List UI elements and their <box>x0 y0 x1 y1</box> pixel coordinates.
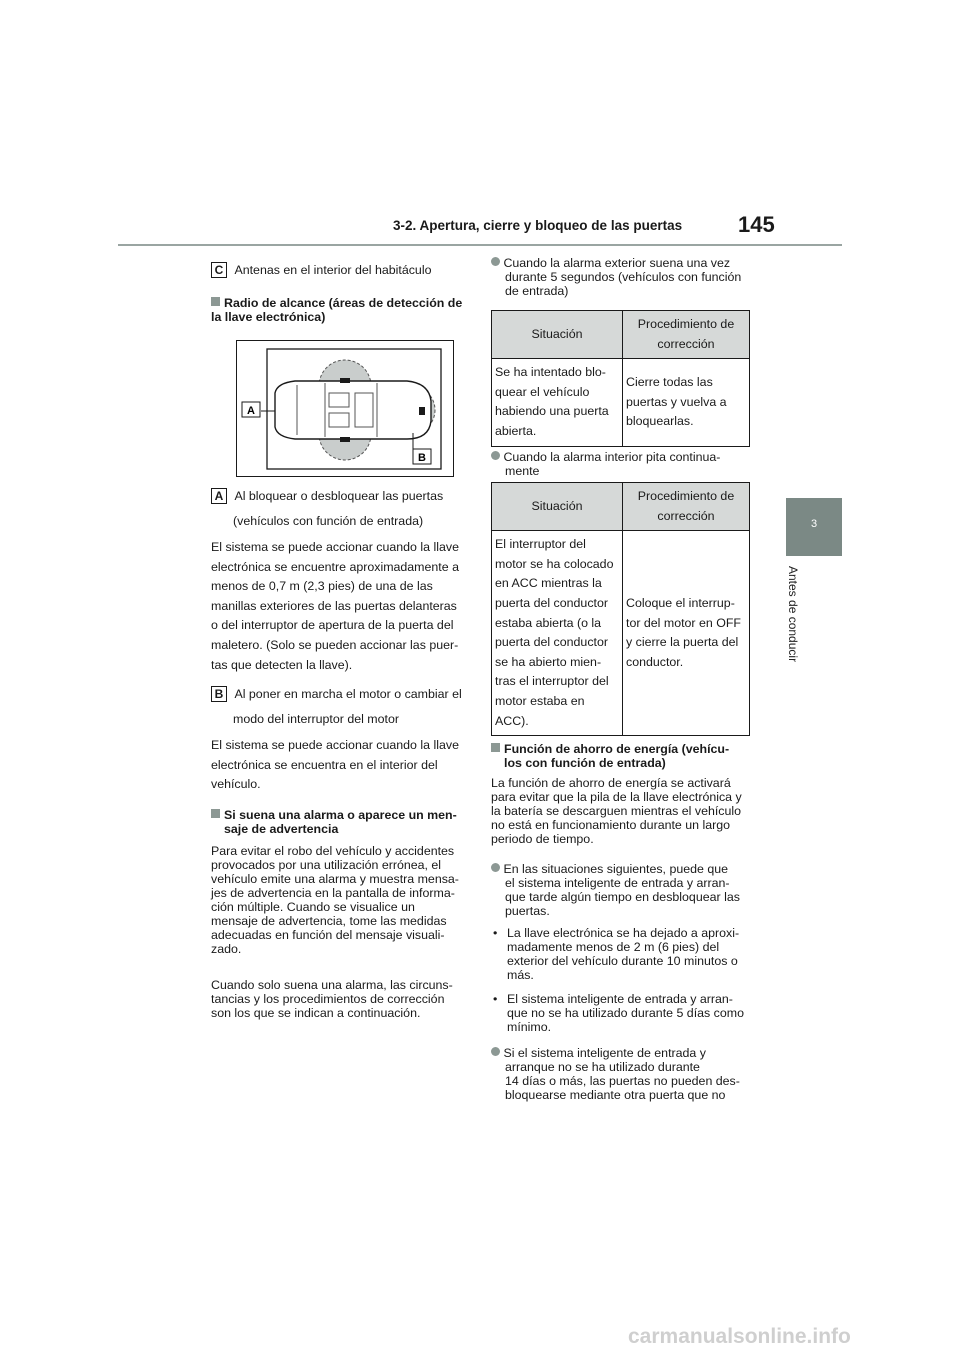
heading-energy-saving: Función de ahorro de energía (vehícu- los con función de entrada) <box>491 742 729 770</box>
round-bullet-icon <box>491 1047 500 1056</box>
header-procedimiento: Procedimiento de corrección <box>623 311 750 359</box>
chapter-number: 3 <box>810 518 818 530</box>
header-rule <box>118 244 842 246</box>
watermark: carmanualsonline.info <box>628 1325 851 1348</box>
table-row <box>492 359 750 446</box>
heading-alarm: Si suena una alarma o aparece un men- saje de advertencia <box>211 808 457 836</box>
c-label-text: Antenas en el interior del habitáculo <box>234 263 432 277</box>
square-bullet-icon <box>491 743 500 752</box>
sub-item-not-used: • El sistema inteligente de entrada y arran- que no se ha utilizado durante 5 días como mínimo. <box>493 992 744 1034</box>
figure-label-a: A <box>247 405 255 417</box>
cell-situacion: El interruptor del motor se ha colocado en ACC mientras la puerta del conductor estaba abierta (o la puerta del conductor se ha abierto mien- tras el interruptor del motor estaba en ACC). <box>492 531 623 736</box>
b-label-line2: modo del interruptor del motor <box>233 712 399 726</box>
figure-label-b: B <box>418 452 426 464</box>
header-situacion: Situación <box>492 311 623 359</box>
round-bullet-icon <box>491 257 500 266</box>
round-bullet-icon <box>491 863 500 872</box>
table-header-row <box>492 311 750 359</box>
round-bullet-icon <box>491 451 500 460</box>
range-figure <box>236 340 454 477</box>
table-header-row <box>492 483 750 531</box>
c-label-row <box>211 262 431 278</box>
bullet-interior-alarm: Cuando la alarma interior pita continua- mente <box>491 450 720 478</box>
square-bullet-icon <box>211 297 220 306</box>
cell-procedimiento: Coloque el interrup- tor del motor en OFF y cierre la puerta del conductor. <box>623 531 750 736</box>
heading-range: Radio de alcance (áreas de detección de la llave electrónica) <box>211 296 463 324</box>
table-row <box>492 531 750 736</box>
alarm-paragraph: Para evitar el robo del vehículo y accidentes provocados por una utilización errónea, el vehículo emite una alarma y muestra mensa- jes de advertencia en la pantalla de informa- ción múltiple. Cuando se visualice un mensaje de advertencia, tome las medidas adecuadas en función del mensaje visuali- zado. <box>211 844 459 956</box>
a-label-line2: (vehículos con función de entrada) <box>233 514 424 528</box>
bullet-14-days: Si el sistema inteligente de entrada y arranque no se ha utilizado durante 14 días o más, las puertas no pueden des- bloquearse mediante otra puerta que no <box>491 1046 740 1102</box>
b-label-row: B Al poner en marcha el motor o cambiar el <box>211 686 462 702</box>
bullet-exterior-alarm: Cuando la alarma exterior suena una vez durante 5 segundos (vehículos con función de entrada) <box>491 256 741 298</box>
alarm-paragraph-2: Cuando solo suena una alarma, las circuns- tancias y los procedimientos de corrección son los que se indican a continuación. <box>211 978 453 1020</box>
table-exterior-alarm <box>491 310 750 447</box>
square-bullet-icon <box>211 809 220 818</box>
bullet-situations: En las situaciones siguientes, puede que el sistema inteligente de entrada y arran- que tarde algún tiempo en desbloquear las puertas. <box>491 862 740 918</box>
key-c-box: C <box>211 262 227 278</box>
chapter-label: Antes de conducir <box>786 566 800 663</box>
section-title: 3-2. Apertura, cierre y bloqueo de las puertas <box>393 218 683 233</box>
page-number: 145 <box>738 212 775 237</box>
key-a-box: A <box>211 488 227 504</box>
car-range-diagram <box>237 341 453 476</box>
header-situacion: Situación <box>492 483 623 531</box>
cell-procedimiento: Cierre todas las puertas y vuelva a bloquearlas. <box>623 359 750 446</box>
key-b-box: B <box>211 686 227 702</box>
sub-item-key-left: • La llave electrónica se ha dejado a aproxi- madamente menos de 2 m (6 pies) del exterior del vehículo durante 10 minutos o más. <box>493 926 740 982</box>
a-label-row: A Al bloquear o desbloquear las puertas <box>211 488 443 504</box>
header-procedimiento: Procedimiento de corrección <box>623 483 750 531</box>
cell-situacion: Se ha intentado blo- quear el vehículo habiendo una puerta abierta. <box>492 359 623 446</box>
energy-paragraph: La función de ahorro de energía se activará para evitar que la pila de la llave electrónica y la batería se descarguen mientras el vehículo no está en funcionamiento durante un largo periodo de tiempo. <box>491 776 742 846</box>
a-paragraph: El sistema se puede accionar cuando la llave electrónica se encuentre aproximadamente a menos de 0,7 m (2,3 pies) de una de las manillas exteriores de las puertas delanteras o del interruptor de apertura de la puerta del maletero. (Solo se pueden accionar las puer- tas que detecten la llave). <box>211 540 459 672</box>
table-interior-alarm <box>491 482 750 736</box>
b-paragraph: El sistema se puede accionar cuando la llave electrónica se encuentra en el interior del vehículo. <box>211 738 459 792</box>
